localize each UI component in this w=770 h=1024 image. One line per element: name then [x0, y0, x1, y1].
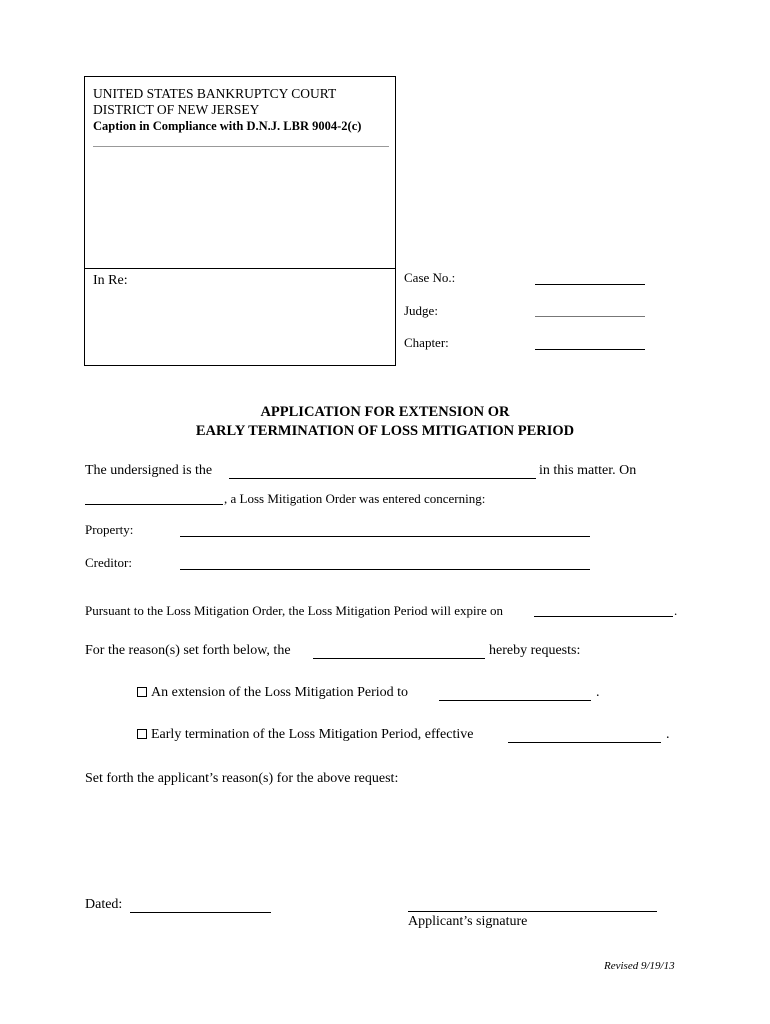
dated-field[interactable]	[130, 897, 271, 913]
option-extension	[137, 685, 408, 701]
document-title-line2: EARLY TERMINATION OF LOSS MITIGATION PERIOD	[195, 423, 575, 439]
caption-compliance: Caption in Compliance with D.N.J. LBR 9004-2(c)	[93, 119, 362, 133]
chapter-field[interactable]	[535, 335, 645, 350]
pursuant-text: Pursuant to the Loss Mitigation Order, the Loss Mitigation Period will expire on	[85, 603, 503, 618]
creditor-label: Creditor:	[85, 555, 132, 570]
judge-label: Judge:	[404, 303, 438, 318]
court-district: DISTRICT OF NEW JERSEY	[93, 102, 260, 117]
case-no-field[interactable]	[535, 270, 645, 285]
option-termination	[137, 727, 473, 743]
property-field[interactable]	[180, 536, 590, 537]
case-no-label: Case No.:	[404, 270, 456, 285]
property-label: Property:	[85, 522, 134, 537]
set-forth-text: Set forth the applicant’s reason(s) for the above request:	[85, 771, 399, 786]
option-extension-label: An extension of the Loss Mitigation Period to	[151, 685, 409, 700]
judge-field[interactable]	[535, 316, 645, 317]
option-termination-label: Early termination of the Loss Mitigation Period, effective	[151, 727, 474, 742]
undersigned-prefix: The undersigned is the	[85, 463, 213, 478]
reasons-prefix: For the reason(s) set forth below, the	[85, 643, 291, 658]
signature-field[interactable]	[408, 911, 657, 912]
in-re-label: In Re:	[93, 273, 128, 288]
reasons-suffix: hereby requests:	[489, 643, 581, 658]
undersigned-suffix: in this matter. On	[539, 463, 637, 478]
caption-box	[84, 76, 396, 366]
revised-date: Revised 9/19/13	[604, 960, 675, 972]
signature-label: Applicant’s signature	[408, 914, 528, 929]
pursuant-period: .	[674, 603, 678, 618]
caption-divider	[85, 268, 395, 269]
document-title-line1: APPLICATION FOR EXTENSION OR	[260, 404, 510, 420]
creditor-field[interactable]	[180, 569, 590, 570]
extension-checkbox[interactable]	[137, 687, 147, 697]
extension-date-field[interactable]	[439, 685, 591, 701]
extension-period: .	[596, 685, 600, 700]
dated-label: Dated:	[85, 897, 123, 912]
order-date-field[interactable]	[85, 490, 223, 505]
caption-rule	[93, 146, 389, 147]
undersigned-role-field[interactable]	[229, 463, 536, 479]
termination-date-field[interactable]	[508, 727, 661, 743]
court-name: UNITED STATES BANKRUPTCY COURT	[93, 86, 337, 101]
termination-checkbox[interactable]	[137, 729, 147, 739]
applicant-role-field[interactable]	[313, 643, 485, 659]
termination-period: .	[666, 727, 670, 742]
expiration-date-field[interactable]	[534, 602, 673, 617]
chapter-label: Chapter:	[404, 335, 449, 350]
order-entered-text: , a Loss Mitigation Order was entered concerning:	[224, 491, 486, 506]
